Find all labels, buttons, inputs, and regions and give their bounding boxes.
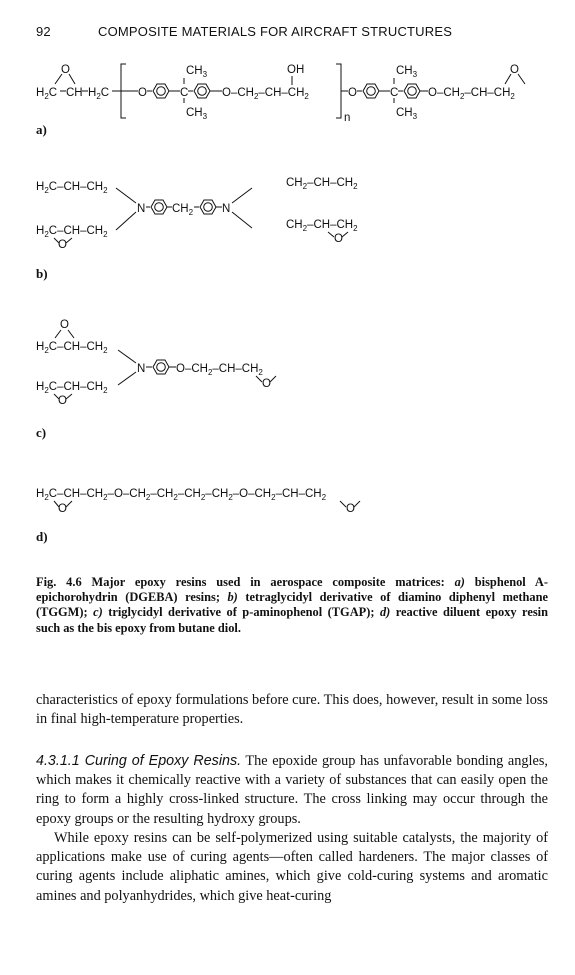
- body-paragraph-1: characteristics of epoxy formulations before cure. This does, however, result in some loss in final high-temperature properties.: [36, 692, 548, 728]
- svg-text:N: N: [137, 203, 146, 215]
- svg-text:CH3: $CH_3$: [186, 107, 208, 121]
- svg-text:O–CH2–CH–CH2: $O-CH_2-CH-CH_2$: [222, 87, 309, 101]
- section-heading: 4.3.1.1 Curing of Epoxy Resins.: [36, 753, 242, 769]
- svg-text:O: O: [58, 503, 67, 515]
- svg-text:H2C–CH–CH2: $H_2C-CH-CH_2$: [36, 341, 108, 355]
- svg-text:CH2: $CH_2$: [172, 203, 194, 217]
- label-c: c): [36, 425, 47, 440]
- svg-text:O: O: [61, 64, 70, 76]
- running-title: COMPOSITE MATERIALS FOR AIRCRAFT STRUCTURES: [98, 24, 453, 39]
- svg-text:H2C–CH–CH2–O–CH2–CH2–CH2–CH2–O: $H_2C-CH-CH_2-O-CH_2-CH_2-CH_2-CH_2-O-CH_2-CH-CH_2$: [36, 488, 327, 502]
- svg-text:H2C: $H_2C$: [88, 87, 110, 101]
- svg-text:H2C–CH–CH2: $H_2C-CH-CH_2$: [36, 225, 108, 239]
- page-number: 92: [36, 24, 51, 39]
- svg-text:C: C: [180, 87, 189, 99]
- svg-text:O: O: [58, 395, 67, 407]
- formula-c-tgap: [36, 319, 276, 440]
- svg-text:O: O: [262, 378, 271, 390]
- body-paragraph-2: [36, 752, 548, 829]
- svg-text:OH: OH: [287, 64, 305, 76]
- svg-text:CH3: $CH_3$: [186, 65, 208, 79]
- svg-text:O: O: [138, 87, 147, 99]
- formula-b-tggm: [36, 177, 358, 281]
- repeat-subscript-n: n: [344, 112, 351, 124]
- svg-text:CH2–CH–CH2: $CH_2-CH-CH_2$: [286, 177, 358, 191]
- svg-text:O: O: [58, 239, 67, 251]
- svg-text:N: N: [137, 363, 146, 375]
- svg-text:N: N: [222, 203, 231, 215]
- caption-tag-b: b): [227, 590, 238, 605]
- svg-text:O–CH2–CH–CH2: $O-CH_2-CH-CH_2$: [176, 363, 263, 377]
- caption-tag-c: c): [93, 605, 103, 620]
- formula-a-dgeba: [36, 64, 525, 137]
- caption-lead: Fig. 4.6 Major epoxy resins used in aerospace composite matrices:: [36, 575, 455, 589]
- svg-text:O–CH2–CH–CH2: $O-CH_2-CH-CH_2$: [428, 87, 515, 101]
- svg-text:H2C–CH–CH2: $H_2C-CH-CH_2$: [36, 381, 108, 395]
- caption-text-a: bisphenol A-epichorohydrin (DGEBA) resins;: [36, 575, 548, 605]
- svg-text:C: C: [390, 87, 399, 99]
- svg-text:O: O: [348, 87, 357, 99]
- svg-text:CH3: $CH_3$: [396, 65, 418, 79]
- svg-text:O: O: [510, 64, 519, 76]
- svg-text:O: O: [60, 319, 69, 331]
- svg-text:CH3: $CH_3$: [396, 107, 418, 121]
- svg-text:H2C–CH–CH2: $H_2C-CH-CH_2$: [36, 181, 108, 195]
- label-d: d): [36, 529, 48, 544]
- caption-text-d: reactive diluent epoxy resin such as the bis epoxy from butane diol.: [36, 605, 548, 635]
- figure-caption: [36, 575, 548, 636]
- svg-text:O: O: [334, 233, 343, 245]
- body-paragraph-2-text: The epoxide group has unfavorable bonding angles, which makes it chemically reactive with a variety of substances that can easily open the ring to form a highly cross-linked structure. The cross linking may occur through the epoxy groups or the resulting hydroxy groups.: [36, 753, 548, 827]
- caption-tag-a: a): [454, 575, 465, 589]
- caption-text-b: tetraglycidyl derivative of diamino diphenyl methane (TGGM);: [36, 590, 548, 620]
- svg-text:H2C: $H_2C$: [36, 87, 58, 101]
- svg-text:CH: CH: [66, 87, 83, 99]
- formula-d-diluent: [36, 488, 360, 544]
- caption-text-c: triglycidyl derivative of p-aminophenol (TGAP);: [102, 605, 380, 620]
- svg-text:CH2–CH–CH2: $CH_2-CH-CH_2$: [286, 219, 358, 233]
- caption-tag-d: d): [379, 605, 391, 620]
- svg-text:O: O: [346, 503, 355, 515]
- label-a: a): [36, 122, 47, 137]
- body-paragraph-3: While epoxy resins can be self-polymerized using suitable catalysts, the majority of applications make use of curing agents—often called hardeners. The major classes of curing agents include aliphatic amines, which give cold-curing systems and aromatic amines and polyanhydrides, which give heat-curing: [36, 830, 548, 904]
- label-b: b): [36, 266, 48, 281]
